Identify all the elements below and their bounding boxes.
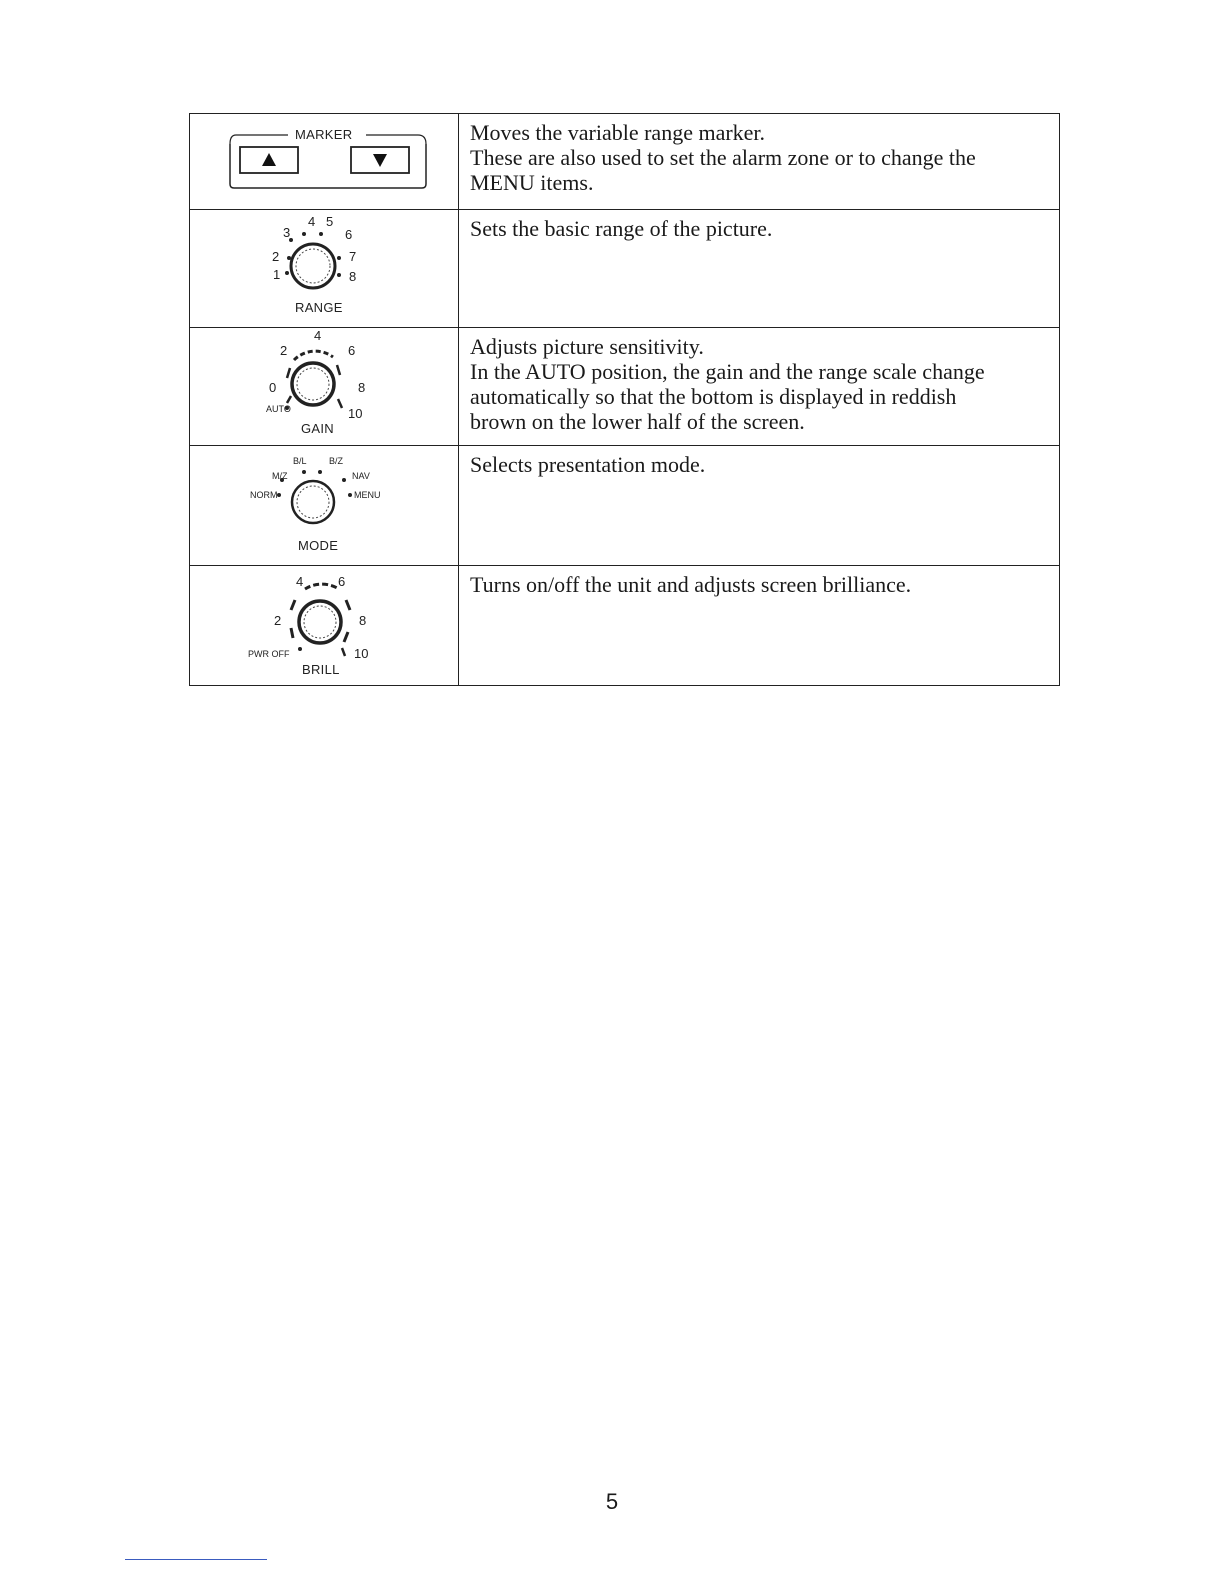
description-line: Sets the basic range of the picture. bbox=[470, 216, 773, 241]
gain-mark: 0 bbox=[269, 380, 277, 395]
range-mark: 8 bbox=[349, 269, 357, 284]
range-mark: 4 bbox=[308, 214, 316, 229]
gain-description bbox=[459, 328, 1060, 446]
mode-label: MODE bbox=[298, 538, 339, 553]
description-line: Adjusts picture sensitivity. bbox=[470, 334, 704, 359]
table-row bbox=[190, 210, 1060, 328]
description-line: Moves the variable range marker. bbox=[470, 120, 766, 145]
rotary-knob-icon bbox=[299, 601, 341, 643]
range-mark: 2 bbox=[272, 249, 280, 264]
description-line: MENU items. bbox=[470, 170, 594, 195]
range-mark: 7 bbox=[349, 249, 357, 264]
range-mark: 5 bbox=[326, 214, 334, 229]
mode-description bbox=[459, 446, 1060, 566]
table-row bbox=[190, 328, 1060, 446]
page-number: 5 bbox=[605, 1489, 619, 1514]
description-line: In the AUTO position, the gain and the range scale change bbox=[470, 359, 985, 384]
mode-mark: MENU bbox=[354, 490, 381, 500]
range-mark: 6 bbox=[345, 227, 353, 242]
mode-mark: B/L bbox=[293, 456, 307, 466]
brill-mark: 10 bbox=[354, 646, 369, 661]
rotary-knob-icon bbox=[292, 363, 334, 405]
gain-illustration-cell bbox=[190, 328, 459, 446]
gain-mark: 8 bbox=[358, 380, 366, 395]
brill-mark: 4 bbox=[296, 574, 304, 589]
table-row bbox=[190, 114, 1060, 210]
mode-mark: NORM bbox=[250, 490, 278, 500]
gain-mark: 4 bbox=[314, 328, 322, 343]
range-label: RANGE bbox=[295, 300, 343, 315]
range-mark: 1 bbox=[273, 267, 281, 282]
mode-mark: B/Z bbox=[329, 456, 344, 466]
brill-mark: 6 bbox=[338, 574, 346, 589]
brill-illustration-cell bbox=[190, 566, 459, 686]
marker-label: MARKER bbox=[295, 127, 353, 142]
mode-mark: NAV bbox=[352, 471, 370, 481]
range-mark: 3 bbox=[283, 225, 291, 240]
footer-rule bbox=[125, 1559, 267, 1560]
brill-label: BRILL bbox=[302, 662, 340, 677]
gain-label: GAIN bbox=[301, 421, 334, 436]
mode-mark: M/Z bbox=[272, 471, 288, 481]
brill-mark: 2 bbox=[274, 613, 282, 628]
gain-mark: AUTO bbox=[266, 404, 291, 414]
brill-mark: 8 bbox=[359, 613, 367, 628]
controls-table bbox=[189, 113, 1060, 686]
description-line: brown on the lower half of the screen. bbox=[470, 409, 805, 434]
range-description bbox=[459, 210, 1060, 328]
gain-mark: 2 bbox=[280, 343, 288, 358]
mode-illustration-cell bbox=[190, 446, 459, 566]
description-line: Selects presentation mode. bbox=[470, 452, 706, 477]
marker-description bbox=[459, 114, 1060, 210]
gain-mark: 6 bbox=[348, 343, 356, 358]
rotary-knob-icon bbox=[292, 481, 334, 523]
brill-mark: PWR OFF bbox=[248, 649, 290, 659]
table-row bbox=[190, 446, 1060, 566]
range-illustration-cell bbox=[190, 210, 459, 328]
marker-illustration-cell bbox=[190, 114, 459, 210]
brill-description bbox=[459, 566, 1060, 686]
table-row bbox=[190, 566, 1060, 686]
description-line: automatically so that the bottom is displayed in reddish bbox=[470, 384, 957, 409]
rotary-knob-icon bbox=[291, 244, 335, 288]
description-line: These are also used to set the alarm zone or to change the bbox=[470, 145, 976, 170]
description-line: Turns on/off the unit and adjusts screen brilliance. bbox=[470, 572, 912, 597]
gain-mark: 10 bbox=[348, 406, 363, 421]
